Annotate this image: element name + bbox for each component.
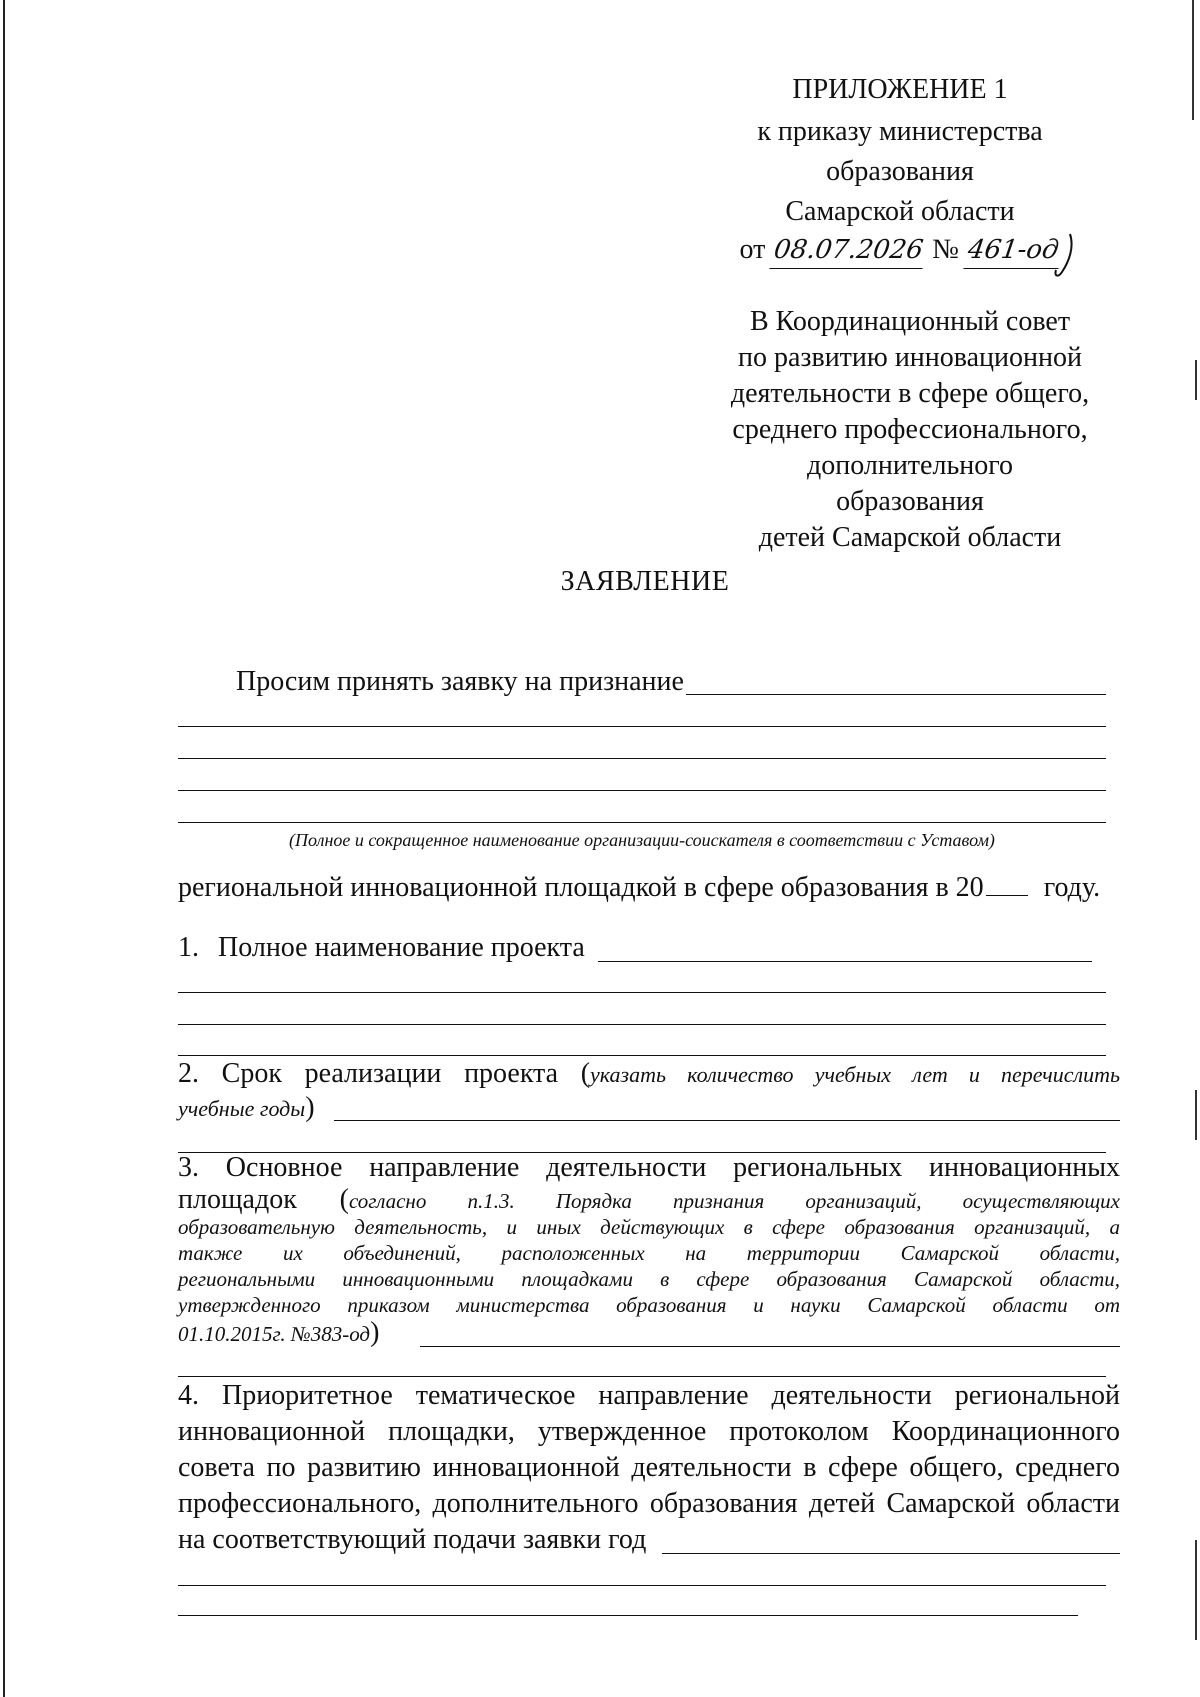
item-3-line-4: также их объединений, расположенных на территории Самарской области, [178,1241,1120,1265]
request-caption: (Полное и сокращенное наименование организации-соискателя в соответствии с Уставом) [289,830,995,850]
item-4-line-1-text: Приоритетное тематическое направление деятельности региональной [221,1380,1121,1411]
item-2-hint-a: указать количество учебных лет и перечислить [590,1062,1120,1087]
item-4-number: 4. [178,1380,199,1411]
item-2-line-2 [178,1092,315,1125]
right-margin-scan-mark-3 [1195,1090,1197,1140]
request-blank-line-4 [178,822,1106,823]
item-3-line-1-text: Основное направление деятельности региональных инновационных [225,1152,1121,1183]
addressee-line-4: среднего профессионального, [732,414,1088,445]
item-3-line-2-hint: согласно п.1.3. Порядка признания организаций, осуществляющих [348,1189,1120,1213]
item-2-number: 2. [178,1058,199,1089]
year-blank [986,895,1028,896]
right-margin-scan-mark-2 [1195,360,1197,400]
item-1 [178,930,585,966]
item-3-close: ) [370,1317,380,1348]
right-margin-scan-mark-4 [1195,1540,1197,1640]
item-4-blank-line-1 [178,1585,1106,1586]
annex-date-line [720,232,1080,269]
item-1-blank-line-1 [178,992,1106,993]
signature-tail-mark [1040,232,1080,282]
request-continuation: региональной инновационной площадкой в сфере образования в 20 [178,872,984,903]
addressee-line-6: детей Самарской области [758,522,1062,553]
request-blank-line-2 [178,758,1106,759]
item-3-number: 3. [178,1152,199,1183]
addressee-line-1: В Координационный совет [749,306,1071,337]
annex-block [720,72,1080,269]
item-4-line-1 [178,1378,1120,1414]
year-suffix: году. [1043,872,1101,903]
annex-line-2: образования [826,156,974,187]
date-value: 08.07.2026 [770,232,928,269]
request-text: Просим принять заявку на признание [236,666,684,697]
item-4-line-5: на соответствующий подачи заявки год [178,1524,647,1555]
item-3-blank-line-0 [420,1346,1120,1347]
item-1-blank-line-2 [178,1024,1106,1025]
left-margin-scan-line [3,0,5,1697]
item-3-line-3: образовательную деятельность, и иных действующих в сфере образования организаций, а [178,1215,1120,1239]
item-2-line-1 [178,1056,1120,1093]
item-1-blank-line-0 [598,961,1092,962]
request-blank-line-1 [178,726,1106,727]
item-4-line-3: совета по развитию инновационной деятельности в сфере общего, среднего [178,1452,1120,1483]
annex-line-1: к приказу министерства [757,116,1043,147]
right-margin-scan-mark-1 [1192,0,1194,120]
item-3-line-2-text: площадок ( [178,1184,349,1215]
item-3-line-7 [178,1318,379,1349]
item-3-blank-line-1 [178,1376,1106,1377]
annex-title: ПРИЛОЖЕНИЕ 1 [792,74,1008,105]
document-heading: ЗАЯВЛЕНИЕ [560,566,730,597]
item-2-blank-line-0 [334,1120,1120,1121]
item-4-blank-line-2 [178,1615,1078,1616]
item-3-line-2 [178,1184,1120,1217]
item-2-hint-b: учебные годы [178,1096,306,1121]
addressee-line-5: дополнительного образования [807,450,1013,517]
request-blank-line-0 [686,694,1106,695]
number-value: 461-од [963,232,1063,269]
item-4-line-4: профессионального, дополнительного образования детей Самарской области [178,1488,1120,1519]
item-1-text: Полное наименование проекта [218,932,585,963]
addressee-line-3: деятельности в сфере общего, [730,378,1090,409]
item-1-number: 1. [178,932,199,963]
item-4-blank-line-0 [662,1553,1120,1554]
request-continuation-line [178,870,1100,906]
item-3-line-5: региональными инновационными площадками в сфере образования Самарской области, [178,1267,1120,1291]
item-3-line-6: утвержденного приказом министерства образования и науки Самарской области от [178,1293,1120,1317]
number-sign: № [932,234,959,265]
addressee-line-2: по развитию инновационной [738,342,1082,373]
request-blank-line-3 [178,790,1106,791]
annex-line-3: Самарской области [785,196,1015,227]
date-prefix: от [739,234,766,265]
item-4-line-2: инновационной площадки, утвержденное протоколом Координационного [178,1416,1120,1447]
item-2-close: ) [305,1092,315,1123]
item-2-text: Срок реализации проекта ( [221,1058,591,1089]
item-3-line-7-text: 01.10.2015г. №383-од [178,1322,371,1346]
addressee-block [730,304,1090,556]
item-3-line-1 [178,1150,1120,1186]
